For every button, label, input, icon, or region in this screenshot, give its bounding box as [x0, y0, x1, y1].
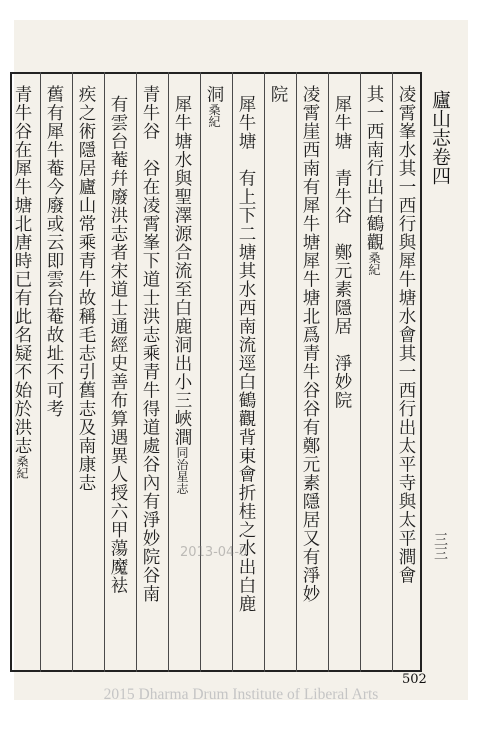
column-note: 桑紀 — [15, 455, 29, 479]
text-column — [262, 85, 294, 104]
column-rule — [168, 72, 169, 672]
footer-watermark: 2015 Dharma Drum Institute of Liberal Arts — [103, 686, 379, 703]
column-text: 青牛谷 谷在凌霄峯下道士洪志乘青牛得道處谷內有淨妙院谷南 — [140, 85, 160, 603]
column-note: 桑紀 — [207, 103, 221, 128]
column-rule — [104, 72, 105, 672]
column-text: 犀牛塘 有上下二塘其水西南流逕白鶴觀背東會折桂之水出白鹿 — [236, 95, 256, 613]
column-note: 桑紀 — [367, 251, 381, 276]
column-rule — [200, 72, 201, 672]
text-column — [326, 95, 358, 410]
text-column — [134, 85, 166, 603]
text-column — [102, 95, 134, 595]
text-column — [198, 85, 230, 128]
column-text: 犀牛塘水與聖澤源合流至白鹿洞出小三峽澗 — [172, 95, 192, 447]
column-text: 有雲台菴幷廢洪志者宋道士通經史善布算遇異人授六甲蕩魔袪 — [108, 95, 128, 595]
text-column — [390, 85, 422, 585]
column-text: 凌霄崖西南有犀牛塘犀牛塘北爲青牛谷谷有鄭元素隱居又有淨妙 — [300, 85, 320, 603]
column-rule — [72, 72, 73, 672]
text-column — [294, 85, 326, 603]
column-rule — [328, 72, 329, 672]
column-rule — [360, 72, 361, 672]
page-number: 502 — [402, 672, 427, 687]
text-column — [38, 85, 70, 418]
text-column — [166, 95, 198, 495]
column-text: 青牛谷在犀牛塘北唐時已有此名疑不始於洪志 — [12, 85, 32, 455]
column-text: 洞 — [204, 85, 224, 104]
column-text: 其一西南行出白鶴觀 — [364, 85, 384, 252]
text-column — [6, 85, 38, 479]
column-note: 同治星志 — [175, 446, 189, 495]
column-rule — [392, 72, 393, 672]
column-text: 舊有犀牛菴今廢或云即雲台菴故址不可考 — [44, 85, 64, 418]
column-text: 疾之術隱居廬山常乘青牛故稱毛志引舊志及南康志 — [76, 85, 96, 492]
date-watermark: 2013-04-0 — [180, 545, 248, 560]
column-rule — [136, 72, 137, 672]
text-column — [358, 85, 390, 276]
folio-number: 三三 — [432, 532, 448, 560]
text-column — [70, 85, 102, 492]
column-rule — [264, 72, 265, 672]
column-rule — [40, 72, 41, 672]
column-rule — [296, 72, 297, 672]
column-text: 凌霄峯水其一西行與犀牛塘水會其一西行出太平寺與太平澗會 — [396, 85, 416, 585]
column-text: 犀牛塘 青牛谷 鄭元素隱居 淨妙院 — [332, 95, 352, 410]
running-title: 廬山志卷四 — [429, 90, 451, 185]
column-rule — [232, 72, 233, 672]
column-text: 院 — [268, 85, 288, 104]
text-column — [230, 95, 262, 613]
